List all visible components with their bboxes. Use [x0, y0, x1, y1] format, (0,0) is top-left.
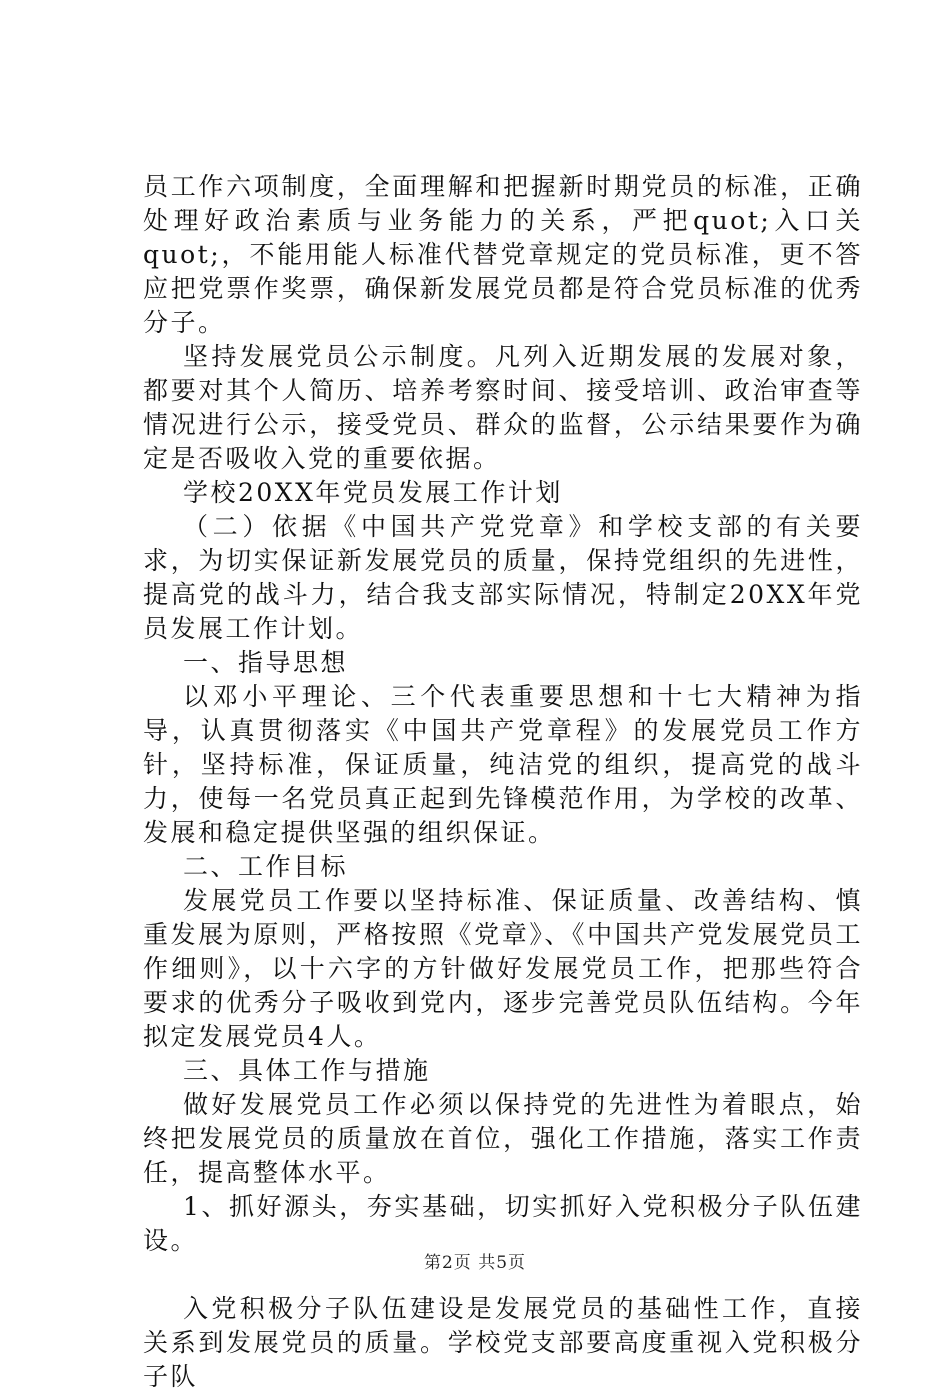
document-body — [143, 170, 863, 1394]
heading-work-goals: 二、工作目标 — [183, 852, 349, 881]
paragraph-work-goals: 发展党员工作要以坚持标准、保证质量、改善结构、慎重发展为原则，严格按照《党章》、《中国共产党发展党员工作细则》，以十六字的方针做好发展党员工作，把那些符合要求的优秀分子吸收到党内，逐步完善党员队伍结构。今年拟定发展党员4人。 — [143, 886, 863, 1051]
paragraph-publicity-system: 坚持发展党员公示制度。凡列入近期发展的发展对象，都要对其个人简历、培养考察时间、接受培训、政治审查等情况进行公示，接受党员、群众的监督，公示结果要作为确定是否吸收入党的重要依据。 — [143, 342, 863, 473]
paragraph-continuation: 员工作六项制度，全面理解和把握新时期党员的标准，正确处理好政治素质与业务能力的关系，严把quot;入口关quot;，不能用能人标准代替党章规定的党员标准，更不答应把党票作奖票，确保新发展党员都是符合党员标准的优秀分子。 — [143, 172, 863, 337]
paragraph-guiding-ideology: 以邓小平理论、三个代表重要思想和十七大精神为指导，认真贯彻落实《中国共产党章程》的发展党员工作方针，坚持标准，保证质量，纯洁党的组织，提高党的战斗力，使每一名党员真正起到先锋模范作用，为学校的改革、发展和稳定提供坚强的组织保证。 — [143, 682, 863, 847]
heading-guiding-ideology: 一、指导思想 — [183, 648, 349, 677]
paragraph-preamble: （二）依据《中国共产党党章》和学校支部的有关要求，为切实保证新发展党员的质量，保持党组织的先进性，提高党的战斗力，结合我支部实际情况，特制定20XX年党员发展工作计划。 — [143, 512, 863, 643]
page-number-footer: 第2页 共5页 — [423, 1253, 527, 1273]
plan-title: 学校20XX年党员发展工作计划 — [183, 478, 563, 507]
subheading-activist-team: 1、抓好源头，夯实基础，切实抓好入党积极分子队伍建设。 — [143, 1192, 863, 1255]
paragraph-activist-team: 入党积极分子队伍建设是发展党员的基础性工作，直接关系到发展党员的质量。学校党支部要高度重视入党积极分子队 — [143, 1294, 863, 1391]
paragraph-specific-measures: 做好发展党员工作必须以保持党的先进性为着眼点，始终把发展党员的质量放在首位，强化工作措施，落实工作责任，提高整体水平。 — [143, 1090, 863, 1187]
heading-specific-measures: 三、具体工作与措施 — [183, 1056, 431, 1085]
